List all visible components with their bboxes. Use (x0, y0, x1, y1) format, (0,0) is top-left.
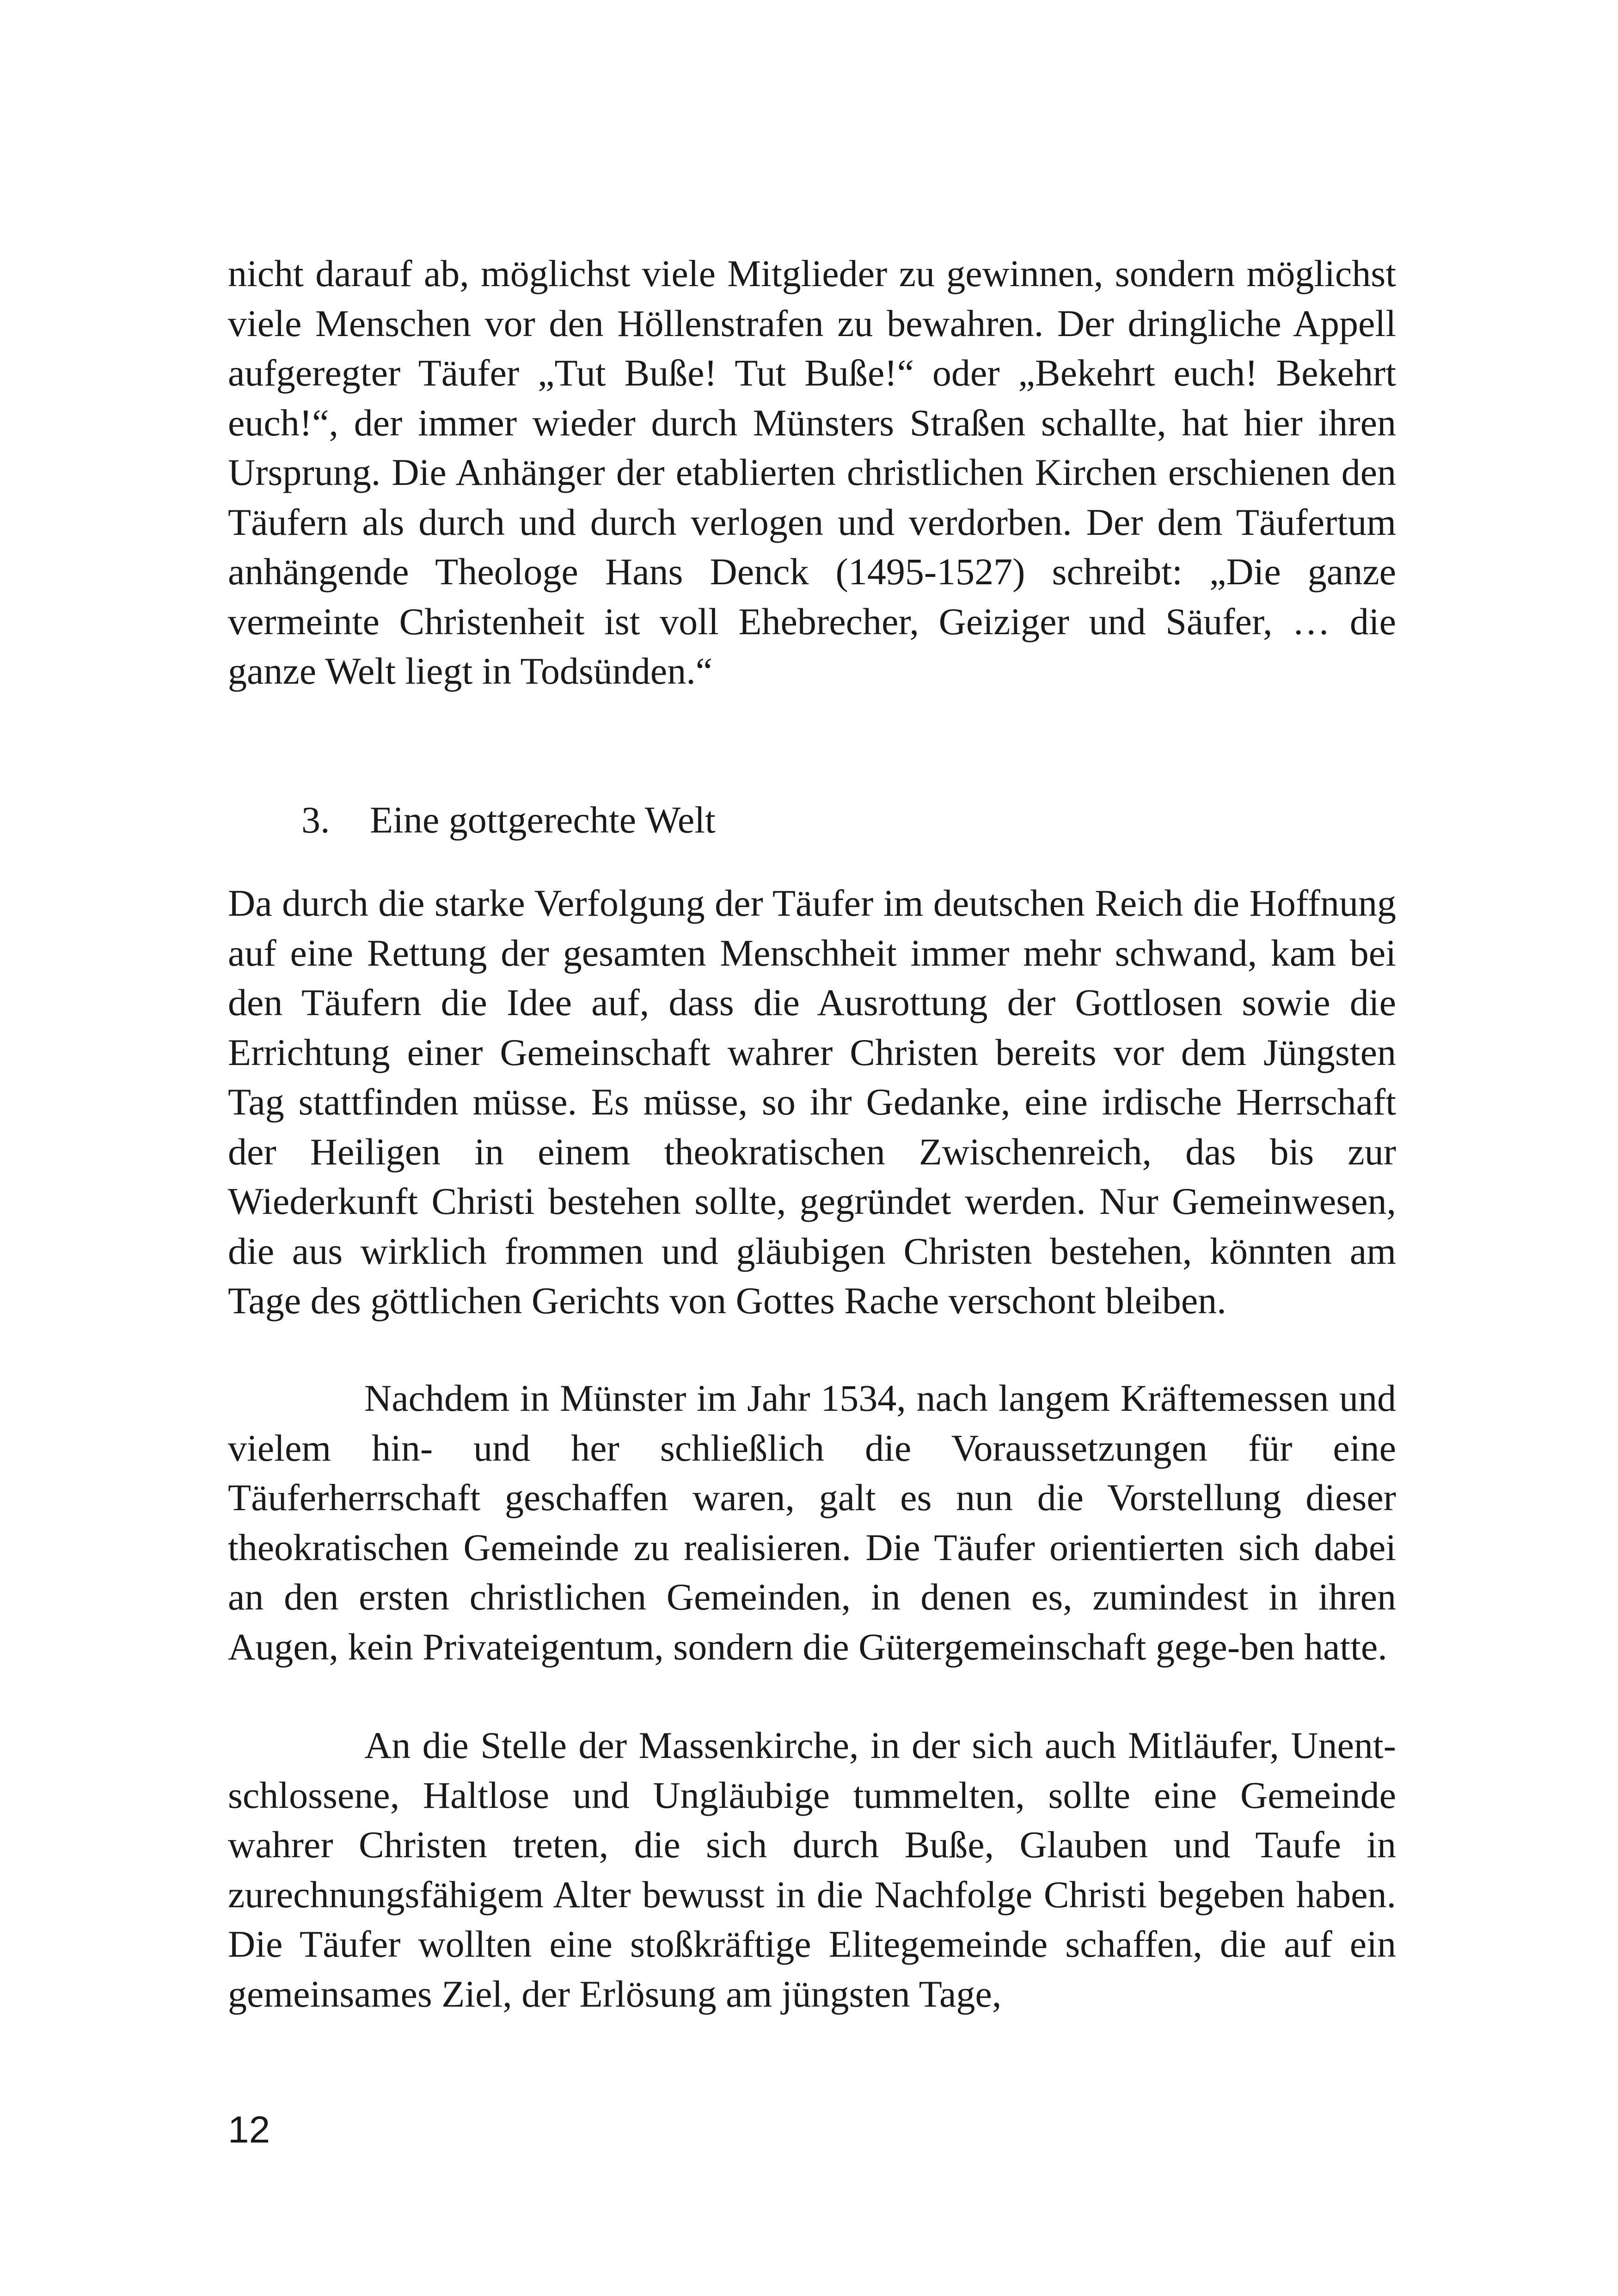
paragraph-elite-community: An die Stelle der Massenkirche, in der sich auch Mitläufer, Unent-schlossene, Haltlose und Ungläubige tummelten, sollte eine Gemeinde wahrer Christen treten, die sich durch Buße, Glauben und Taufe in zurechnungsfähigem Alter bewusst in die Nachfolge Christi begeben haben. Die Täufer wollten eine stoßkräftige Elitegemeinde schaffen, die auf ein gemeinsames Ziel, der Erlösung am jüngsten Tage, (228, 1724, 1396, 2015)
section-title: Eine gottgerechte Welt (370, 799, 716, 841)
section-heading (301, 795, 716, 845)
section-number: 3. (301, 799, 330, 841)
paragraph-muenster-1534: Nachdem in Münster im Jahr 1534, nach langem Kräftemessen und vielem hin- und her schließlich die Voraussetzungen für eine Täuferherrschaft geschaffen waren, galt es nun die Vorstellung dieser theokratischen Gemeinde zu realisieren. Die Täufer orientierten sich dabei an den ersten christlichen Gemeinden, in denen es, zumindest in ihren Augen, kein Privateigentum, sondern die Gütergemeinschaft gege-ben hatte. (228, 1377, 1396, 1668)
page-number: 12 (228, 2109, 270, 2151)
paragraph-continuation: nicht darauf ab, möglichst viele Mitglieder zu gewinnen, sondern möglichst viele Menschen vor den Höllenstrafen zu bewahren. Der dringliche Appell aufgeregter Täufer „Tut Buße! Tut Buße!“ oder „Bekehrt euch! Bekehrt euch!“, der immer wieder durch Münsters Straßen schallte, hat hier ihren Ursprung. Die Anhänger der etablierten christlichen Kirchen erschienen den Täufern als durch und durch verlogen und verdorben. Der dem Täufertum anhängende Theologe Hans Denck (1495-1527) schreibt: „Die ganze vermeinte Christenheit ist voll Ehebrecher, Geiziger und Säufer, … die ganze Welt liegt in Todsünden.“ (228, 252, 1396, 692)
paragraph-persecution: Da durch die starke Verfolgung der Täufer im deutschen Reich die Hoffnung auf eine Rettung der gesamten Menschheit immer mehr schwand, kam bei den Täufern die Idee auf, dass die Ausrottung der Gottlosen sowie die Errichtung einer Gemeinschaft wahrer Christen bereits vor dem Jüngsten Tag stattfinden müsse. Es müsse, so ihr Gedanke, eine irdische Herrschaft der Heiligen in einem theokratischen Zwischenreich, das bis zur Wiederkunft Christi bestehen sollte, gegründet werden. Nur Gemeinwesen, die aus wirklich frommen und gläubigen Christen bestehen, könnten am Tage des göttlichen Gerichts von Gottes Rache verschont bleiben. (228, 882, 1396, 1322)
